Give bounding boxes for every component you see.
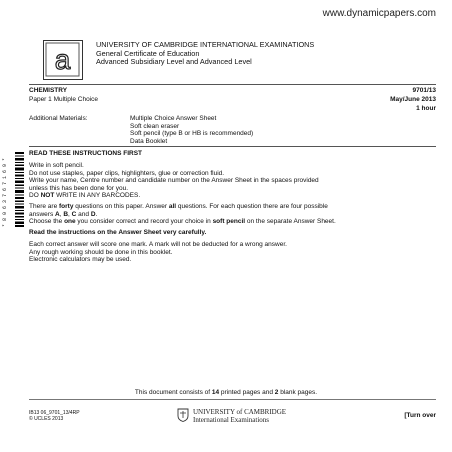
cambridge-wordmark: UNIVERSITY of CAMBRIDGE International Examinations [193,408,287,424]
instructions-block-1 [29,162,437,200]
cie-logo [43,40,83,80]
org-line-1: UNIVERSITY OF CAMBRIDGE INTERNATIONAL EXAMINATIONS [96,40,315,49]
paper-title: Paper 1 Multiple Choice [29,96,99,103]
footer-rule [29,399,436,400]
materials-item: Data Booklet [130,137,168,145]
org-line-2: General Certificate of Education [96,48,200,58]
instruction-line: Each correct answer will score one mark. A mark will not be deducted for a wrong answer. [29,241,287,248]
barcode-image [15,152,24,227]
site-url: www.dynamicpapers.com [322,8,436,19]
turn-over: [Turn over [404,412,436,419]
page-count: This document consists of 14 printed pages and 2 blank pages. [134,389,318,396]
instruction-line: DO NOT WRITE IN ANY BARCODES. [29,192,141,200]
paper-code: 9701/13 [412,87,436,94]
org-line-3: Advanced Subsidiary Level and Advanced Level [96,57,252,67]
document-ref: IB13 06_9701_13/4RP © UCLES 2013 [29,410,80,422]
cambridge-crest-icon [176,408,190,422]
organisation-block [96,41,314,67]
instruction-line: Any rough working should be done in this booklet. [29,248,173,256]
answer-sheet-note: Read the instructions on the Answer Sheet very carefully. [29,229,207,236]
instructions-block-3 [29,241,437,264]
instruction-line: Write your name, Centre number and candidate number on the Answer Sheet in the spaces provided [29,177,319,185]
instruction-line: unless this has been done for you. [29,184,129,192]
materials-label: Additional Materials: [29,115,88,122]
instructions-heading: READ THESE INSTRUCTIONS FIRST [29,150,143,157]
subject: CHEMISTRY [29,87,68,94]
instruction-line: Electronic calculators may be used. [29,256,132,264]
svg-text:a: a [54,44,71,75]
materials-item: Soft clean eraser [130,122,180,130]
session: May/June 2013 [390,96,436,103]
instruction-line: Choose the one you consider correct and record your choice in soft pencil on the separate Answer Sheet. [29,218,336,226]
instruction-line: Do not use staples, paper clips, highlighters, glue or correction fluid. [29,169,225,177]
candidate-barcode-text: * 8 0 6 3 7 6 7 1 6 9 * [2,157,8,227]
materials-item: Soft pencil (type B or HB is recommended) [130,130,254,137]
instruction-line: There are forty questions on this paper. Answer all questions. For each question there are four possible [29,203,328,210]
instruction-line: answers A, B, C and D. [29,210,98,218]
instructions-block-2 [29,203,437,226]
materials-rule [29,146,436,147]
header-rule [29,84,436,85]
instruction-line: Write in soft pencil. [29,162,84,169]
materials-item: Multiple Choice Answer Sheet [130,115,217,122]
duration: 1 hour [416,105,436,112]
